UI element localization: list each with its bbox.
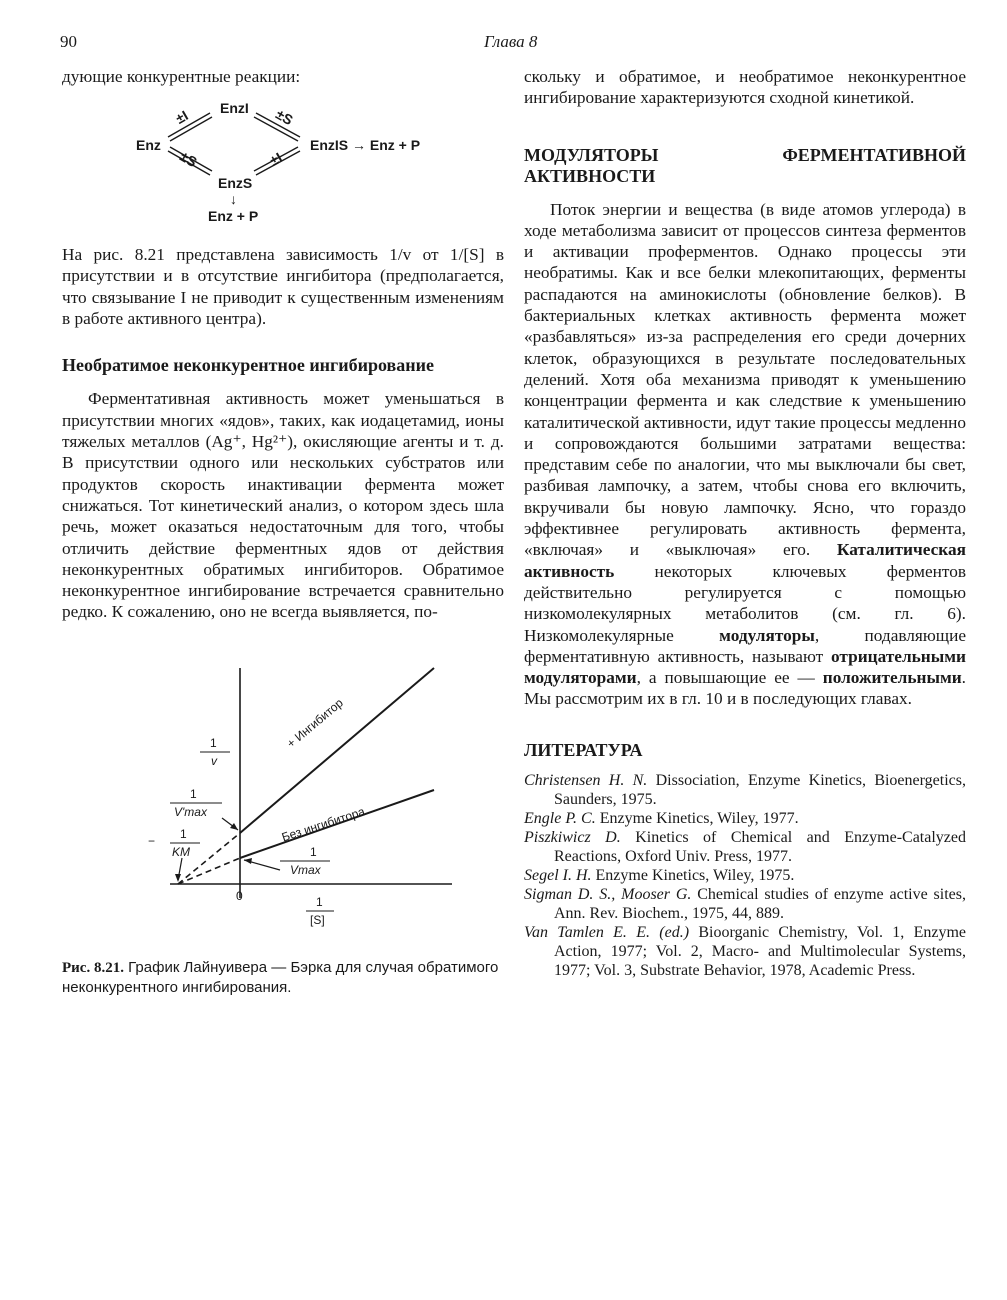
modulators-text-d: , а повышающие ее —: [636, 668, 823, 688]
page-number: 90: [60, 32, 77, 51]
right-column: [524, 66, 966, 980]
reference-author: Segel I. H.: [524, 866, 592, 884]
reference-text: Enzyme Kinetics, Wiley, 1975.: [591, 866, 795, 884]
left-column-body: [62, 244, 504, 623]
reference-text: Enzyme Kinetics, Wiley, 1977.: [595, 809, 799, 827]
reference-author: Van Tamlen E. E. (ed.): [524, 923, 690, 941]
figure-caption: [62, 958, 504, 997]
reference-text: Chemical studies of enzyme active sites, Ann. Rev. Biochem., 1975, 44, 889.: [554, 885, 966, 922]
scheme-enzs: EnzS: [218, 175, 253, 191]
km-minus: −: [148, 834, 156, 848]
paragraph-poisons: Ферментативная активность может уменьшаться в присутствии многих «ядов», таких, как иодацетамид, ионы тяжелых металлов (Ag⁺, Hg²⁺), окисляющие агенты и т. д. В присутствии одного или нескольких субстратов или продуктов скорость инактивации фермента может снижаться. Тот кинетический анализ, о котором здесь шла речь, может оказаться недостаточным для того, чтобы отличить действие ферментных ядов от действия неконкурентных обратимых ингибиторов. Обратимое неконкурентное ингибирование встречается сравнительно редко. К сожалению, оно не всегда выявляется, по-: [62, 389, 504, 622]
section-heading-literature: ЛИТЕРАТУРА: [524, 739, 643, 760]
scheme-pm-s-top: ±S: [273, 105, 296, 129]
modulators-text-b: некоторых ключевых ферментов действительно регулируется с помощью низкомолекулярных метаболитов (см. гл. 6). Низкомолекулярные: [524, 561, 966, 645]
no-inhibitor-line-label: Без ингибитора: [280, 804, 367, 845]
term-modulators: модуляторы: [719, 625, 815, 645]
reference-text: Kinetics of Chemical and Enzyme-Catalyzed Reactions, Oxford Univ. Press, 1977.: [554, 828, 966, 865]
x-axis-label-num: 1: [316, 895, 323, 909]
modulators-text-a: Поток энергии и вещества (в виде атомов углерода) в ходе метаболизма зависит от процессов синтеза ферментов и активации проферментов. Однако процессы эти необратимы. Как и все белки млекопитающих, ферменты распадаются на аминокислоты (обновление белков). В бактериальных клетках активность фермента может «разбавляться» из-за распределения его среди дочерних клеток, образующихся в результате последовательных делений. Хотя оба механизма приводят к уменьшению концентрации фермента и как следствие к уменьшению каталитической активности, идут такие процессы медленно и сопровождаются большими затратами вещества: представим себе по аналогии, что мы выключали бы свет, разбивая лампочку, а затем, чтобы снова его включить, вкручивали бы новую лампочку. Ясно, что гораздо эффективнее регулировать активность фермента, «включая» и «выключая» его.: [524, 199, 966, 560]
term-negative-modulators: отрицательными модуляторами: [524, 646, 966, 688]
reference-author: Christensen H. N.: [524, 771, 648, 789]
scheme-enz: Enz: [136, 137, 161, 153]
y-axis-label-num: 1: [210, 736, 217, 750]
origin-label: 0: [236, 889, 243, 903]
km-den: KM: [172, 845, 190, 859]
modulators-text-e: . Мы рассмотрим их в гл. 10 и в последующих главах.: [524, 668, 966, 709]
reference-item: [524, 828, 966, 866]
modulators-text-c: , подавляющие ферментативную активность, называют: [524, 625, 967, 666]
term-catalytic-activity: Каталитическая активность: [524, 540, 966, 581]
x-axis-label-den: [S]: [310, 913, 325, 927]
reference-item: [524, 809, 966, 828]
section-heading-irreversible: Необратимое неконкурентное ингибирование: [62, 355, 434, 376]
caption-label: Рис. 8.21.: [62, 960, 124, 976]
km-num: 1: [180, 827, 187, 841]
y-axis-label-den: v: [211, 754, 217, 768]
reference-item: [524, 866, 966, 885]
lineweaver-burk-plot: [130, 658, 460, 928]
lineweaver-burk-figure: [130, 658, 460, 928]
paragraph-fig-ref: На рис. 8.21 представлена зависимость 1/v от 1/[S] в присутствии и в отсутствие ингибитора (предполагается, что связывание I не приводит к существенным изменениям в работе активного центра).: [62, 245, 504, 328]
vmax-prime-den: V'max: [174, 805, 207, 819]
scheme-down-arrow: ↓: [230, 191, 237, 207]
vmax-num: 1: [310, 845, 317, 859]
reference-author: Sigman D. S., Mooser G.: [524, 885, 692, 903]
reference-item: [524, 923, 966, 980]
left-column: [62, 66, 504, 87]
reference-item: [524, 771, 966, 809]
scheme-enzi: EnzI: [220, 100, 249, 116]
running-head: Глава 8: [484, 32, 538, 51]
section-heading-modulators: МОДУЛЯТОРЫ ФЕРМЕНТАТИВНОЙ АКТИВНОСТИ: [524, 144, 966, 186]
reference-author: Piszkiwicz D.: [524, 828, 621, 846]
reference-list: [524, 771, 966, 980]
scheme-product: Enz + P: [208, 208, 259, 224]
term-positive: положительными: [822, 668, 962, 688]
intro-line: дующие конкурентные реакции:: [62, 67, 301, 86]
reference-item: [524, 885, 966, 923]
scheme-pm-i-bottom: ±I: [266, 149, 285, 169]
reference-author: Engle P. C.: [524, 809, 596, 827]
scheme-enzis: EnzIS → Enz + P: [310, 137, 421, 153]
paragraph-continuation: скольку и обратимое, и необратимое неконкурентное ингибирование характеризуются сходной кинетикой.: [524, 67, 966, 108]
paragraph-modulators: [524, 199, 966, 710]
scheme-pm-s-bottom: ±S: [177, 147, 200, 171]
reference-text: Bioorganic Chemistry, Vol. 1, Enzyme Action, 1977; Vol. 2, Macro- and Multimolecular Systems, 1977; Vol. 3, Substrate Behavior, 1978, Academic Press.: [554, 923, 967, 979]
scheme-pm-i-top: ±I: [172, 107, 191, 127]
vmax-prime-num: 1: [190, 787, 197, 801]
vmax-den: Vmax: [290, 863, 321, 877]
caption-text: График Лайнуивера — Бэрка для случая обратимого неконкурентного ингибирования.: [62, 959, 499, 996]
reference-text: Dissociation, Enzyme Kinetics, Bioenergetics, Saunders, 1975.: [554, 771, 966, 808]
reaction-scheme: [130, 95, 470, 230]
inhibitor-line-label: + Ингибитор: [284, 695, 346, 751]
